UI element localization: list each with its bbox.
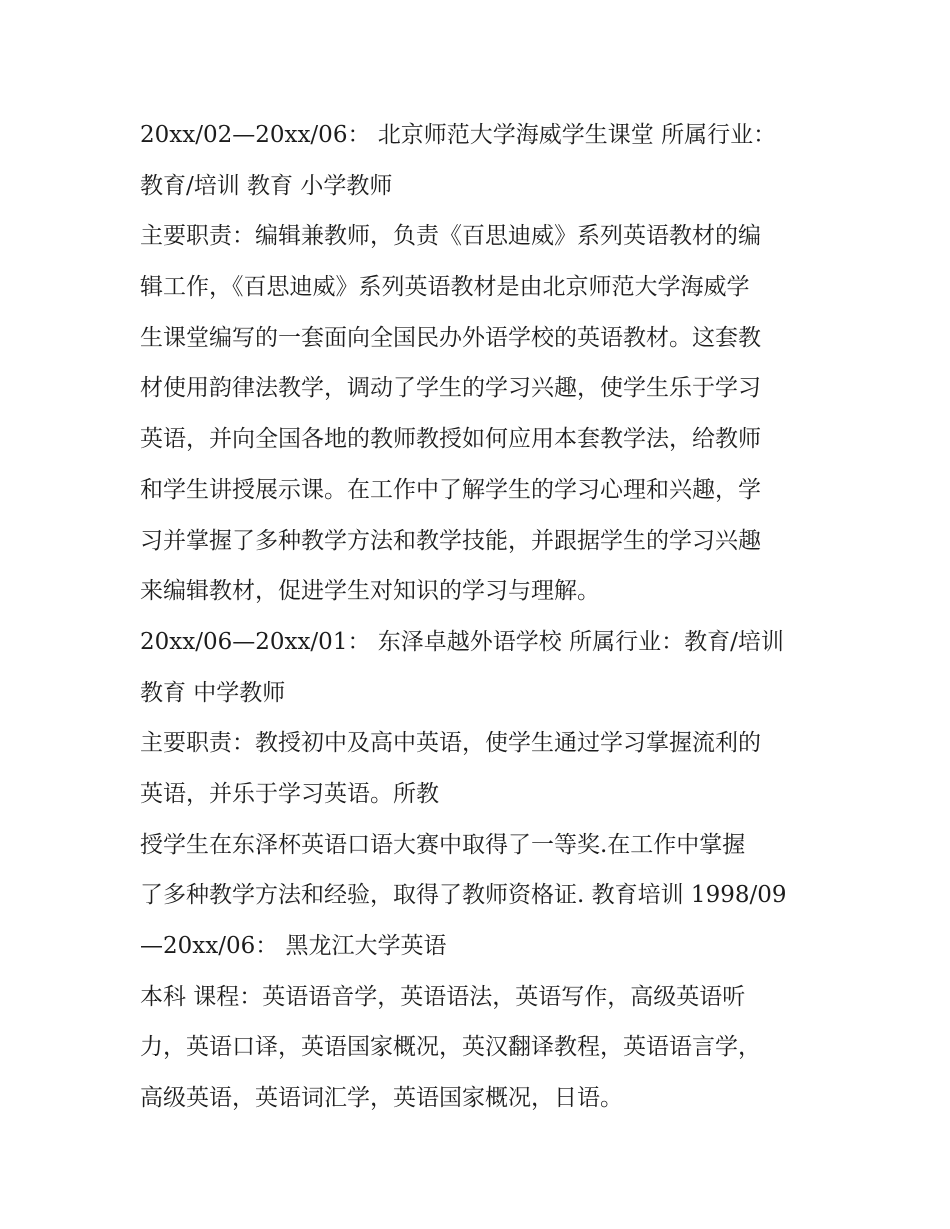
- text-line-courses: 本科 课程：英语语音学，英语语法，英语写作，高级英语听: [140, 983, 746, 1010]
- text-line: 力，英语口译，英语国家概况，英汉翻译教程，英语语言学，: [140, 1034, 761, 1061]
- text-line-work-2-header: 20xx/06—20xx/01： 东泽卓越外语学校 所属行业：教育/培训: [140, 628, 784, 655]
- text-line: 英语，并向全国各地的教师教授如何应用本套教学法，给教师: [140, 426, 761, 453]
- text-line-work-1-duty: 主要职责：编辑兼教师，负责《百思迪威》系列英语教材的编: [140, 223, 761, 250]
- text-line: 来编辑教材，促进学生对知识的学习与理解。: [140, 578, 600, 605]
- text-line-education-header: 了多种教学方法和经验，取得了教师资格证. 教育培训 1998/09: [140, 882, 787, 909]
- text-line: 材使用韵律法教学，调动了学生的学习兴趣，使学生乐于学习: [140, 375, 761, 402]
- text-line-work-2-duty: 主要职责：教授初中及高中英语，使学生通过学习掌握流利的: [140, 730, 761, 757]
- text-line: 和学生讲授展示课。在工作中了解学生的学习心理和兴趣，学: [140, 476, 761, 503]
- resume-body-text: [140, 110, 820, 1124]
- text-line-work-1-industry: 教育/培训 教育 小学教师: [140, 172, 393, 199]
- text-line-education-school: —20xx/06： 黑龙江大学英语: [140, 933, 447, 959]
- text-line-work-2-industry: 教育 中学教师: [140, 679, 286, 706]
- text-line: 习并掌握了多种教学方法和教学技能，并跟据学生的学习兴趣: [140, 527, 761, 554]
- text-line: 授学生在东泽杯英语口语大赛中取得了一等奖.在工作中掌握: [140, 831, 746, 858]
- text-line: 高级英语，英语词汇学，英语国家概况，日语。: [140, 1085, 623, 1112]
- text-line-work-1-header: 20xx/02—20xx/06： 北京师范大学海威学生课堂 所属行业：: [140, 122, 777, 148]
- text-line: 生课堂编写的一套面向全国民办外语学校的英语教材。这套教: [140, 324, 761, 351]
- text-line: 英语，并乐于学习英语。所教: [140, 780, 439, 807]
- text-line: 辑工作，《百思迪威》系列英语教材是由北京师范大学海威学: [140, 274, 750, 301]
